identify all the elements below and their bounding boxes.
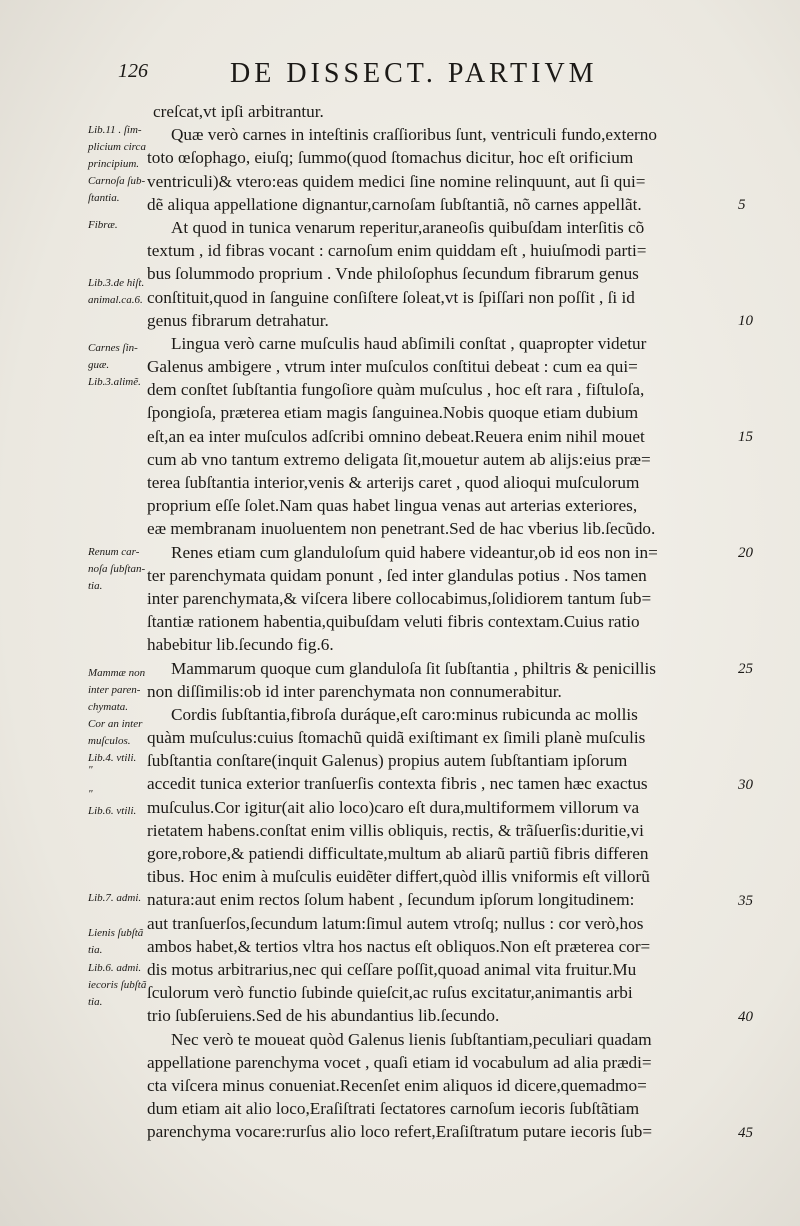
text-line: Mammarum quoque cum glanduloſa ſit ſubſtantia , philtris & penicillis [171, 658, 656, 678]
text-line: conſtituit,quod in ſanguine conſiſtere ſoleat,vt is ſpiſſari non poſſit , ſi id [147, 287, 635, 307]
margin-note-line: Renum car- [88, 546, 140, 559]
text-line: inter parenchymata,& viſcera libere collocabimus,ſolidiorem tantum ſub= [147, 588, 652, 608]
margin-note-line: ſtantia. [88, 192, 120, 205]
text-line: accedit tunica exterior tranſuerſis contexta fibris , nec tamen hæc exactus [147, 774, 648, 794]
text-line: toto œſophago, eiuſq; ſummo(quod ſtomachus dicitur, hoc eſt orificium [147, 148, 634, 168]
text-line: rietatem habens.conſtat enim villis obliquis, rectis, & trãſuerſis:duritie,vi [147, 820, 644, 840]
text-line: Cordis ſubſtantia,fibroſa duráque,eſt caro:minus rubicunda ac mollis [171, 704, 638, 724]
line-number: 30 [738, 776, 753, 793]
margin-note [88, 275, 154, 309]
margin-note [88, 665, 154, 767]
text-line: ter parenchymata quidam ponunt , ſed inter glandulas potius . Nos tamen [147, 565, 647, 585]
line-number: 25 [738, 660, 753, 677]
text-line: Renes etiam cum glanduloſum quid habere videantur,ob id eos non in= [171, 542, 658, 562]
text-line: genus fibrarum detrahatur. [147, 310, 329, 330]
line-number: 20 [738, 544, 753, 561]
line-number: 40 [738, 1008, 753, 1025]
line-number: 45 [738, 1124, 753, 1141]
line-number: 5 [738, 196, 746, 213]
margin-note-line: plicium circa [88, 141, 146, 153]
text-line: Nec verò te moueat quòd Galenus lienis ſubſtantiam,peculiari quadam [171, 1029, 652, 1049]
text-line: bus ſolummodo proprium . Vnde philoſophus ſecundum fibrarum genus [147, 264, 639, 284]
text-line: proprium eſſe ſolet.Nam quas habet lingua venas aut arterias exteriores, [147, 496, 638, 516]
text-line: natura:aut enim rectos ſolum habent , ſecundum ipſorum longitudinem: [147, 890, 635, 910]
text-line: non diſſimilis:ob id inter parenchymata non connumerabitur. [147, 681, 562, 701]
page-number: 126 [118, 60, 148, 82]
margin-note-line: Lib.7. admi. [88, 891, 142, 904]
margin-note [88, 925, 154, 959]
text-line: ſtantiæ rationem habentia,quibuſdam veluti fibris contextam.Cuius ratio [147, 612, 640, 632]
page-header [118, 60, 738, 94]
text-line: trio ſubſeruiens.Sed de his abundantius lib.ſecundo. [147, 1006, 500, 1026]
margin-note-line: inter paren- [88, 683, 141, 696]
margin-note [88, 122, 154, 173]
margin-note-line: tia. [88, 580, 103, 593]
text-line: parenchyma vocare:rurſus alio loco refert,Eraſiſtratum putare iecoris ſub= [147, 1122, 653, 1142]
text-line: muſculus.Cor igitur(ait alio loco)caro eſt dura,multiformem villorum va [147, 797, 640, 817]
margin-note-line: " [88, 764, 93, 777]
text-line: eſt,an ea inter muſculos adſcribi omnino debeat.Reuera enim nihil mouet [147, 426, 645, 446]
text-line: dum etiam ait alio loco,Eraſiſtrati ſectatores carnoſum iecoris ſubſtãtiam [147, 1099, 640, 1119]
text-line: ſculorum verò functio ſubinde quieſcit,ac ruſus excitatur,animantis arbi [147, 983, 633, 1003]
margin-note-line: iecoris ſubſtã [88, 978, 147, 991]
text-line: ſubſtantia conſtare(inquit Galenus) propius autem ſubſtantiam ipſorum [147, 751, 628, 771]
text-line: At quod in tunica venarum reperitur,araneoſis quibuſdam interſitis cõ [171, 217, 645, 237]
margin-note-line: chymata. [88, 700, 129, 713]
margin-note [88, 890, 154, 907]
margin-note [88, 217, 154, 234]
text-line: cum ab vno tantum extremo deligata ſit,mouetur autem ab alijs:eius præ= [147, 449, 651, 469]
text-line: appellatione parenchyma vocet , quaſi etiam id vocabulum ad alia prædi= [147, 1052, 652, 1072]
text-line: Galenus ambigere , vtrum inter muſculos conſtitui debeat : cum ea qui= [147, 357, 638, 377]
text-line: cta viſcera minus conueniat.Recenſet enim aliquos id dicere,quemadmo= [147, 1075, 647, 1095]
text-line: textum , id fibras vocant : carnoſum enim quiddam eſt , huiuſmodi parti= [147, 241, 647, 261]
text-line: Quæ verò carnes in inteſtinis craſſioribus ſunt, ventriculi fundo,externo [171, 125, 657, 145]
margin-note-line: " [88, 787, 93, 800]
body-text [147, 100, 737, 1143]
margin-note-line: Lib.11 . ſim- [88, 124, 142, 136]
margin-note-line: Fibræ. [88, 219, 118, 232]
margin-note [88, 762, 154, 779]
running-title: DE DISSECT. PARTIVM [230, 58, 598, 89]
text-line: creſcat,vt ipſi arbitrantur. [153, 102, 324, 121]
text-line: quàm muſculus:cuius ſtomachũ quidã exiſtimant ex ſimili planè muſculis [147, 728, 646, 748]
text-line: ambos habet,& tertios vltra hos nactus eſt obliquos.Non eſt præterea cor= [147, 936, 651, 956]
margin-note [88, 786, 154, 820]
margin-note [88, 544, 154, 595]
text-line: gore,robore,& patiendi difficultate,multum ab aliarũ partiũ fibris differen [147, 844, 649, 863]
margin-note-line: muſculos. [88, 734, 131, 747]
margin-note-line: Carnoſa ſub- [88, 175, 146, 188]
margin-note-line: Lib.6. vtili. [88, 804, 137, 817]
margin-note [88, 960, 154, 1011]
text-line: ſpongioſa, præterea etiam magis ſanguinea.Nobis quoque etiam dubium [147, 403, 639, 423]
margin-note-line: principium. [88, 158, 140, 170]
margin-note-line: animal.ca.6. [88, 294, 143, 307]
line-number: 10 [738, 312, 753, 329]
margin-note [88, 173, 154, 207]
margin-note-line: guæ. [88, 359, 110, 372]
text-line: eæ membranam inuoluentem non penetrant.Sed de hac vberius lib.ſecũdo. [147, 519, 656, 539]
margin-note-line: Mammæ non [88, 666, 146, 679]
margin-note-line: Cor an inter [88, 717, 143, 730]
margin-note [88, 340, 154, 391]
margin-note-line: Lib.3.de hiſt. [88, 277, 145, 290]
margin-note-line: Lib.6. admi. [88, 961, 142, 974]
line-number: 15 [738, 428, 753, 445]
text-line: terea ſubſtantia interior,venis & arterijs caret , quod alioqui muſculorum [147, 473, 640, 492]
text-line: Lingua verò carne muſculis haud abſimili conſtat , quapropter videtur [171, 333, 647, 353]
text-line: habebitur lib.ſecundo fig.6. [147, 635, 334, 655]
margin-note-line: Carnes ſin- [88, 342, 138, 355]
margin-note-line: tia. [88, 943, 103, 956]
margin-note-line: Lienis ſubſtã [88, 926, 144, 939]
text-line: dis motus arbitrarius,nec qui ceſſare poſſit,quoad animal vita fruitur.Mu [147, 959, 637, 979]
text-line: dẽ aliqua appellatione dignantur,carnoſam ſubſtantiã, nõ carnes appellãt. [147, 194, 642, 214]
margin-note-line: tia. [88, 995, 103, 1008]
margin-note-line: Lib.3.alimẽ. [88, 376, 141, 389]
text-line: dem conſtet ſubſtantia fungoſiore quàm muſculus , hoc eſt rara , fiſtuloſa, [147, 380, 645, 400]
line-number: 35 [738, 892, 753, 909]
margin-note-line: noſa ſubſtan- [88, 563, 146, 576]
text-line: ventriculi)& vtero:eas quidem medici ſine nomine relinquunt, aut ſi qui= [147, 171, 646, 191]
text-line: tibus. Hoc enim à muſculis euidẽter differt,quòd illis vniformis eſt villorũ [147, 867, 650, 887]
text-line: aut tranſuerſos,ſecundum latum:ſimul autem vtroſq; nullus : cor verò,hos [147, 913, 644, 933]
margin-note-line: Lib.4. vtili. [88, 751, 137, 764]
